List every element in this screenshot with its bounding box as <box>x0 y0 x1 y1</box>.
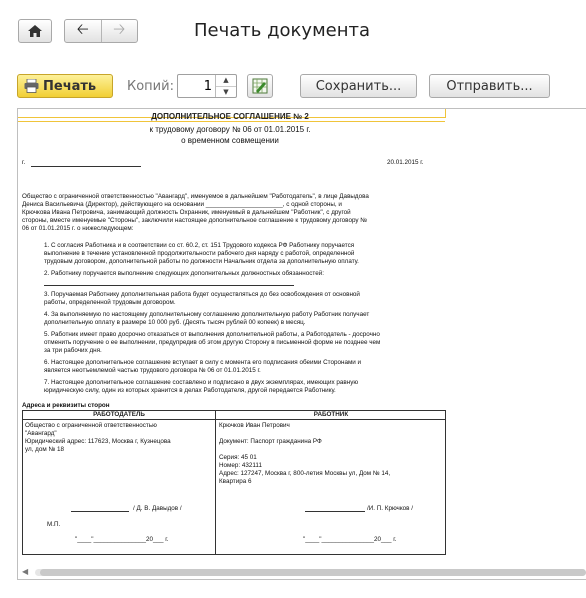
city-blank <box>31 166 141 167</box>
send-button[interactable]: Отправить... <box>429 74 550 98</box>
scroll-left-icon[interactable]: ◀ <box>22 567 29 576</box>
home-icon <box>28 25 42 37</box>
copies-input[interactable] <box>178 75 212 97</box>
copies-increment[interactable] <box>216 75 236 86</box>
clause-line: 4. За выполняемую по настоящему дополнительному соглашению дополнительную работу Работник получает <box>44 311 370 318</box>
employee-number: Номер: 432111 <box>219 462 262 469</box>
intro-line: Дениса Васильевича (Директор), действующего на основании ______________________, с одной стороны, и <box>22 201 342 208</box>
intro-line: Крючкова Ивана Петровича, занимающий должность Охранник, именуемый в дальнейшем "Работник", с другой <box>22 209 351 216</box>
employee-document: Документ: Паспорт гражданина РФ <box>219 438 322 445</box>
employer-line: ул, дом № 18 <box>25 446 64 453</box>
clause-line: за три рабочих дня. <box>44 347 102 354</box>
employee-heading: РАБОТНИК <box>313 411 349 418</box>
triangle-up-icon: ▲ <box>223 76 229 85</box>
clause-line: 6. Настоящее дополнительное соглашение вступает в силу с момента его подписания обеими Сторонами и <box>44 359 362 366</box>
clause-line: является неотъемлемой частью трудового договора № 06 от 01.01.2015 г. <box>44 367 261 374</box>
employee-name: Крючков Иван Петрович <box>219 422 290 429</box>
employee-signature: /И. П. Крючков / <box>367 505 414 512</box>
employee-date-line: "____"_______________20___ г. <box>303 536 397 543</box>
document-title: ДОПОЛНИТЕЛЬНОЕ СОГЛАШЕНИЕ № 2 <box>151 112 309 121</box>
triangle-down-icon: ▼ <box>223 87 229 96</box>
employer-date-line: "____"_______________20___ г. <box>75 536 169 543</box>
employer-signature: / Д. В. Давыдов / <box>133 505 182 512</box>
employer-line: Общество с ограниченной ответственностью <box>25 422 157 429</box>
scrollbar-thumb[interactable] <box>40 569 586 576</box>
clause-line: отменить поручение о ее выполнении, предупредив об этом другую Сторону в письменной форме не позднее чем <box>44 339 381 346</box>
save-button[interactable]: Сохранить... <box>300 74 417 98</box>
edit-table-icon <box>252 78 268 94</box>
copies-stepper <box>215 75 236 97</box>
document-subtitle: к трудовому договору № 06 от 01.01.2015 г. <box>149 125 311 134</box>
document-preview[interactable] <box>17 108 586 580</box>
home-button[interactable] <box>18 19 52 43</box>
employee-address: Квартира 6 <box>219 478 252 485</box>
duties-blank <box>44 285 294 286</box>
arrow-left-icon: 🡠 <box>76 19 89 38</box>
employee-series: Серия: 45 01 <box>219 454 257 461</box>
requisites-table <box>22 410 446 555</box>
document-date: 20.01.2015 г. <box>387 159 424 166</box>
clause-line: 1. С согласия Работника и в соответствии со ст. 60.2, ст. 151 Трудового кодекса РФ Работнику поручается <box>44 242 355 249</box>
employer-line: "Авангард" <box>25 430 57 437</box>
employee-address: Адрес: 127247, Москва г, 800-летия Москвы ул, Дом № 14, <box>219 470 391 477</box>
printer-icon <box>24 79 39 93</box>
clause-line: дополнительную оплату в размере 10 000 руб. (Десять тысяч рублей 00 копеек) в месяц. <box>44 319 306 326</box>
title-underline <box>18 121 445 122</box>
clause-line: трудовым договором, дополнительной работы по должности Начальник отдела за дополнительную оплату. <box>44 258 359 265</box>
back-button[interactable] <box>65 20 101 42</box>
stamp-label: М.П. <box>47 521 61 528</box>
clause-line: 5. Работник имеет право досрочно отказаться от выполнения дополнительной работы, а Работодатель - досрочно <box>44 331 380 338</box>
header-divider <box>23 419 445 420</box>
requisites-heading: Адреса и реквизиты сторон <box>22 402 110 409</box>
horizontal-scrollbar[interactable] <box>18 566 586 578</box>
clause-line: 2. Работнику поручается выполнение следующих дополнительных должностных обязанностей: <box>44 270 325 277</box>
window-title: Печать документа <box>194 20 371 41</box>
column-divider <box>215 411 216 554</box>
intro-line: стороны, вместе именуемые "Стороны", заключили настоящее дополнительное соглашение к трудовому договору № <box>22 217 368 224</box>
clause-line: 3. Поручаемая Работнику дополнительная работа будет осуществляться до без освобождения от основной <box>44 291 360 298</box>
copies-field <box>177 74 237 98</box>
employer-heading: РАБОТОДАТЕЛЬ <box>93 411 145 418</box>
clause-line: 7. Настоящее дополнительное соглашение составлено и подписано в двух экземплярах, имеющих равную <box>44 379 359 386</box>
forward-button[interactable] <box>101 20 138 42</box>
copies-label: Копий: <box>127 79 174 94</box>
clause-line: юридическую силу, один из которых хранится в делах Работодателя, другой передается Работнику. <box>44 387 336 394</box>
clause-line: работы, определенной трудовым договором. <box>44 299 176 306</box>
employer-signature-line <box>71 511 129 512</box>
clause-line: выполнение в течение установленной продолжительности рабочего дня наряду с работой, определенной <box>44 250 355 257</box>
document-subtitle: о временном совмещении <box>181 136 279 145</box>
copies-decrement[interactable] <box>216 86 236 98</box>
employee-signature-line <box>305 511 365 512</box>
intro-line: 06 от 01.01.2015 г. о нижеследующем: <box>22 225 134 232</box>
arrow-right-icon: 🡢 <box>113 19 126 38</box>
print-label: Печать <box>43 78 97 94</box>
history-navigation <box>64 19 138 43</box>
intro-line: Общество с ограниченной ответственностью "Авангард", именуемое в дальнейшем "Работодатель", в лице Давыдова <box>22 193 369 200</box>
edit-document-button[interactable] <box>247 74 273 98</box>
print-button[interactable] <box>17 74 113 98</box>
employer-line: Юридический адрес: 117623, Москва г, Кузнецова <box>25 438 171 445</box>
city-label: г. <box>22 159 26 166</box>
